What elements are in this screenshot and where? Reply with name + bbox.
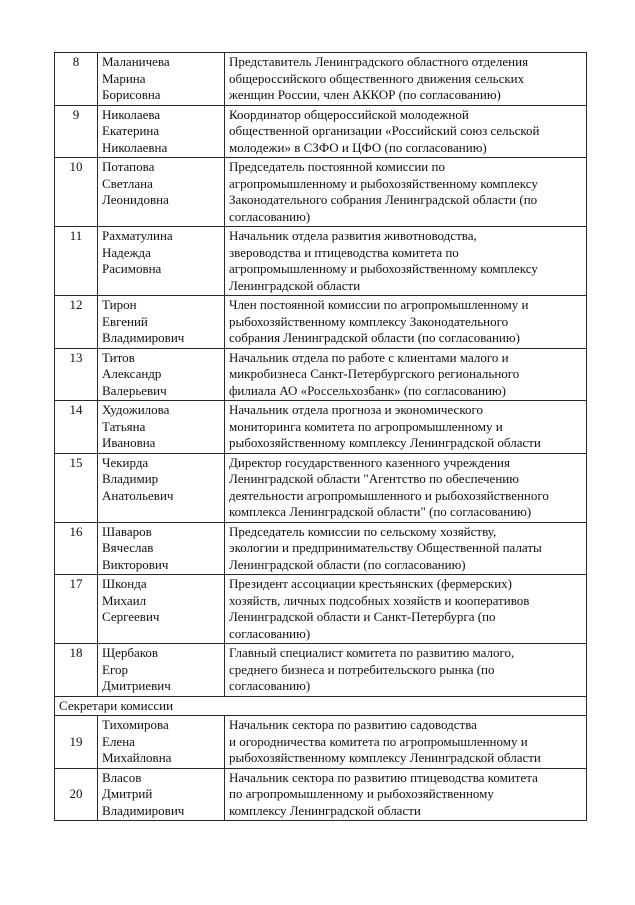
name-line: Щербаков [102,645,159,660]
member-position [225,53,587,106]
name-line: Викторович [102,556,169,572]
member-name [98,522,225,575]
row-number: 18 [55,644,98,697]
position-line: Председатель комиссии по сельскому хозяйству, [229,523,497,539]
secretaries-rows [55,716,587,821]
row-number: 8 [55,53,98,106]
position-line: рыбохозяйственному комплексу Ленинградской области [229,435,541,450]
members-rows [55,53,587,697]
commission-members-table [54,52,587,821]
member-position [225,158,587,227]
name-line: Владимирович [102,330,185,345]
name-line: Чекирда [102,454,149,470]
position-line: согласованию) [229,625,311,641]
position-line: агропромышленному и рыбохозяйственному комплексу [229,261,538,276]
position-line: микробизнеса Санкт-Петербургского регионального [229,366,520,381]
position-line: экологии и предпринимательству Общественной палаты [229,540,542,555]
member-name [98,768,225,821]
name-line: Власов [102,769,142,785]
position-line: рыбохозяйственному комплексу Ленинградской области [229,750,541,765]
member-position [225,644,587,697]
table-row [55,296,587,349]
position-line: собрания Ленинградской области (по согласованию) [229,330,520,345]
table-row [55,401,587,454]
name-line: Валерьевич [102,382,167,398]
section-title: Секретари комиссии [55,696,587,716]
position-line: согласованию) [229,208,311,224]
position-line: Начальник отдела по работе с клиентами малого и [229,349,509,365]
name-line: Расимовна [102,261,162,276]
name-line: Шконда [102,576,147,591]
position-line: и огородничества комитета по агропромышленному и [229,733,528,749]
name-line: Егор [102,661,128,677]
member-name [98,158,225,227]
position-line: агропромышленному и рыбохозяйственному комплексу [229,175,538,191]
table-row [55,716,587,769]
member-position [225,401,587,454]
position-line: Начальник сектора по развитию птицеводства комитета [229,769,538,785]
position-line: Президент ассоциации крестьянских (фермерских) [229,576,513,591]
name-line: Надежда [102,244,151,260]
name-line: Вячеслав [102,540,154,555]
name-line: Евгений [102,313,148,329]
section-header-row [55,696,587,716]
position-line: Законодательного собрания Ленинградской области (по [229,192,538,207]
table-row [55,53,587,106]
member-position [225,768,587,821]
position-line: женщин России, член АККОР (по согласованию) [229,87,501,102]
table-row [55,644,587,697]
name-line: Екатерина [102,123,160,138]
position-line: Ленинградской области (по согласованию) [229,556,466,572]
name-line: Владимир [102,471,159,486]
name-line: Титов [102,349,135,365]
name-line: Михайловна [102,750,172,765]
position-line: рыбохозяйственному комплексу Законодательного [229,313,509,329]
table-row [55,348,587,401]
member-name [98,401,225,454]
member-position [225,227,587,296]
member-name [98,348,225,401]
position-line: Член постоянной комиссии по агропромышленному и [229,297,529,312]
position-line: комплекса Ленинградской области" (по согласованию) [229,504,532,519]
position-line: Представитель Ленинградского областного отделения [229,54,529,69]
member-name [98,644,225,697]
position-line: деятельности агропромышленного и рыбохозяйственного [229,487,549,503]
position-line: молодежи» в СЗФО и ЦФО (по согласованию) [229,139,487,155]
position-line: Ленинградской области "Агентство по обеспечению [229,471,519,486]
row-number: 13 [55,348,98,401]
name-line: Анатольевич [102,487,174,503]
name-line: Сергеевич [102,609,160,624]
name-line: Дмитрий [102,786,153,801]
row-number: 9 [55,105,98,158]
table-row [55,522,587,575]
name-line: Татьяна [102,418,146,434]
row-number: 14 [55,401,98,454]
name-line: Шаваров [102,523,152,539]
name-line: Ивановна [102,435,156,450]
name-line: Александр [102,366,162,381]
name-line: Потапова [102,159,155,174]
position-line: Координатор общероссийской молодежной [229,106,469,122]
position-line: согласованию) [229,678,311,693]
table-row [55,453,587,522]
table-row [55,768,587,821]
position-line: хозяйств, личных подсобных хозяйств и кооперативов [229,592,530,608]
member-position [225,575,587,644]
name-line: Елена [102,733,135,749]
member-name [98,575,225,644]
member-name [98,53,225,106]
member-name [98,227,225,296]
position-line: звероводства и птицеводства комитета по [229,244,459,260]
row-number: 10 [55,158,98,227]
name-line: Тирон [102,297,137,312]
member-name [98,453,225,522]
name-line: Дмитриевич [102,678,171,693]
position-line: среднего бизнеса и потребительского рынка (по [229,661,495,677]
position-line: Председатель постоянной комиссии по [229,159,445,174]
member-position [225,105,587,158]
member-position [225,453,587,522]
member-name [98,716,225,769]
member-name [98,105,225,158]
row-number: 15 [55,453,98,522]
name-line: Николаевна [102,139,168,155]
position-line: мониторинга комитета по агропромышленному и [229,418,503,434]
table-row [55,575,587,644]
row-number: 11 [55,227,98,296]
table-row [55,227,587,296]
row-number: 20 [55,768,98,821]
name-line: Художилова [102,402,170,417]
name-line: Борисовна [102,87,161,102]
table-row [55,158,587,227]
position-line: Директор государственного казенного учреждения [229,454,510,470]
table-row [55,105,587,158]
position-line: Ленинградской области и Санкт-Петербурга (по [229,609,496,624]
position-line: филиала АО «Россельхозбанк» (по согласованию) [229,382,506,398]
member-position [225,348,587,401]
position-line: Начальник отдела развития животноводства, [229,228,477,243]
name-line: Рахматулина [102,228,173,243]
position-line: Главный специалист комитета по развитию малого, [229,645,515,660]
name-line: Владимирович [102,802,185,818]
name-line: Тихомирова [102,717,169,732]
name-line: Леонидовна [102,192,169,207]
name-line: Николаева [102,106,161,122]
position-line: Начальник сектора по развитию садоводства [229,717,477,732]
row-number: 16 [55,522,98,575]
name-line: Михаил [102,592,147,608]
secretaries-section [55,696,587,716]
position-line: по агропромышленному и рыбохозяйственному [229,786,494,801]
row-number: 12 [55,296,98,349]
member-name [98,296,225,349]
name-line: Марина [102,70,146,86]
member-position [225,716,587,769]
name-line: Светлана [102,175,153,191]
row-number: 19 [55,716,98,769]
position-line: Ленинградской области [229,277,361,293]
position-line: Начальник отдела прогноза и экономического [229,402,483,417]
position-line: комплексу Ленинградской области [229,802,421,818]
member-position [225,522,587,575]
position-line: общественной организации «Российский союз сельской [229,123,540,138]
member-position [225,296,587,349]
position-line: общероссийского общественного движения сельских [229,70,525,86]
row-number: 17 [55,575,98,644]
name-line: Маланичева [102,54,170,69]
